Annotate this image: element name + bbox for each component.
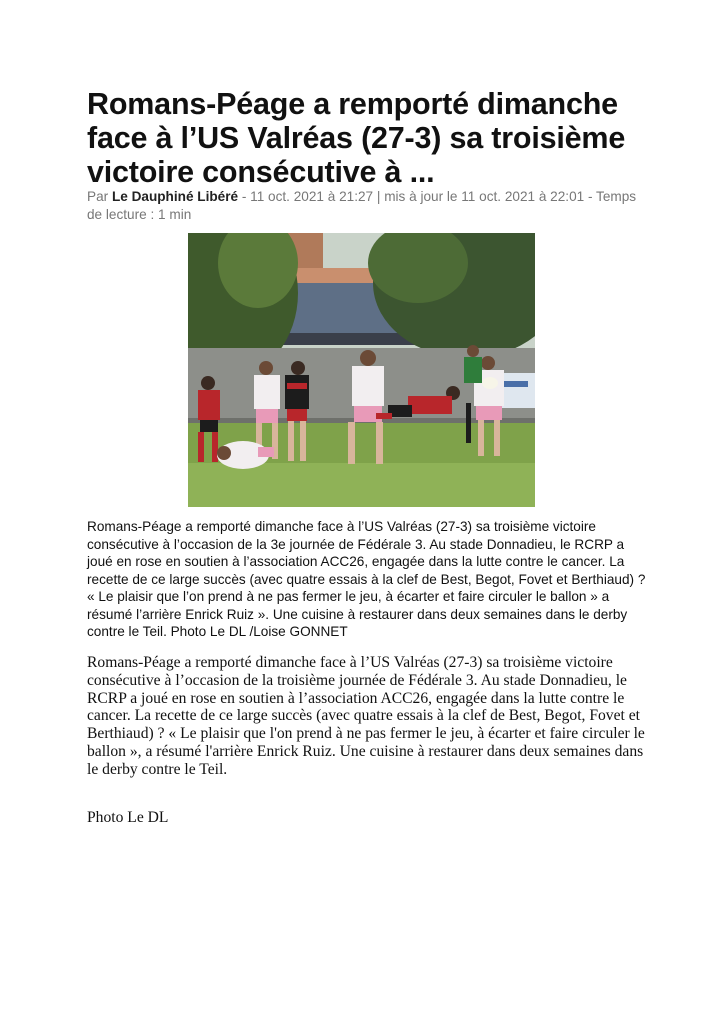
rugby-match-photo — [188, 233, 535, 507]
photo-caption: Romans-Péage a remporté dimanche face à l’US Valréas (27-3) sa troisième victoire consécutive à l’occasion de la 3e journée de Fédérale 3. Au stade Donnadieu, le RCRP a joué en rose en soutien à l’association ACC26, engagée dans la lutte contre le cancer. La recette de ce large succès (avec quatre essais à la clef de Best, Begot, Fovet et Berthiaud) ? « Le plaisir que l’on prend à ne pas fermer le jeu, à écarter et faire circuler le ballon » a résumé l’arrière Enrick Ruiz ». Une cuisine à restaurer dans deux semaines dans le derby contre le Teil. Photo Le DL /Loise GONNET — [87, 519, 646, 639]
byline-prefix: Par — [87, 189, 112, 204]
article-title: Romans-Péage a remporté dimanche face à l’US Valréas (27-3) sa troisième victoire consécutive à ... — [87, 87, 626, 189]
article-byline — [87, 188, 647, 224]
article-body: Romans-Péage a remporté dimanche face à l’US Valréas (27-3) sa troisième victoire consécutive à l’occasion de la troisième journée de Fédérale 3. Au stade Donnadieu, le RCRP a joué en rose en soutien à l’association ACC26, engagée dans la lutte contre le cancer. La recette de ce large succès (avec quatre essais à la clef de Best, Begot, Fovet et Berthiaud) ? « Le plaisir que l'on prend à ne pas fermer le jeu, à écarter et faire circuler le ballon », a résumé l'arrière Enrick Ruiz. Une cuisine à restaurer dans deux semaines dans le derby contre le Teil. — [87, 654, 645, 778]
byline-author: Le Dauphiné Libéré — [111, 189, 239, 204]
article-photo — [188, 233, 535, 507]
byline-meta: - 11 oct. 2021 à 21:27 | mis à jour le 11 oct. 2021 à 22:01 - Temps de lecture : 1 min — [87, 189, 637, 222]
photo-credit: Photo Le DL — [87, 809, 169, 826]
